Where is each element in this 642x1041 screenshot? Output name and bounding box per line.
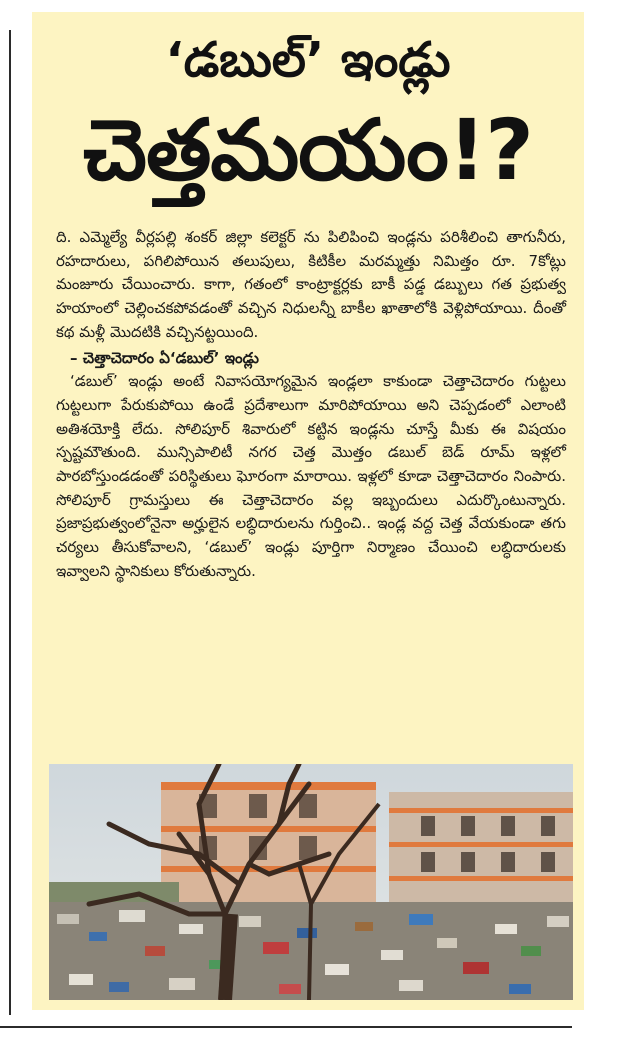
article-photo bbox=[49, 764, 573, 1000]
paragraph-intro: ది. ఎమ్మెల్యే వీర్లపల్లి శంకర్ జిల్లా కలెక్టర్ ను పిలిపించి ఇండ్లను పరిశీలించి తాగునీరు, రహదారులు, పగిలిపోయిన తలుపులు, కిటికీల మరమ్మత్తు నిమిత్తం రూ. 7కోట్లు మంజూరు చేయించారు. కాగా, గతంలో కాంట్రాక్టర్లకు బాకీ పడ్డ డబ్బులు గత ప్రభుత్వ హయాంలో చెల్లించకపోవడంతో వచ్చిన నిధులన్నీ బాకీల ఖాతాలోకి వెళ్లిపోయాయి. దీంతో కథ మళ్లీ మొదటికి వచ్చినట్టయింది. bbox=[56, 228, 566, 341]
article-headline: చెత్తమయం!? bbox=[83, 101, 533, 199]
article-box bbox=[32, 12, 584, 1010]
paragraph-main: ‘డబుల్’ ఇండ్లు అంటే నివాసయోగ్యమైన ఇండ్లలా కాకుండా చెత్తాచెదారం గుట్టలు గుట్టలుగా పేరుకుపోయి ఉండే ప్రదేశాలుగా మారిపోయాయి అని చెప్పడంలో ఎలాంటి అతిశయోక్తి లేదు. సోలిపూర్ శివారులో కట్టిన ఇండ్లను చూస్తే మీకు ఈ విషయం స్పష్టమౌతుంది. మున్సిపాలిటీ నగర చెత్త మొత్తం డబుల్ బెడ్ రూమ్ ఇళ్లలో పారబోస్తుండడంతో పరిస్థితులు ఘోరంగా మారాయి. ఇళ్లలో కూడా చెత్తాచెదారం నింపారు. సోలిపూర్ గ్రామస్తులు ఈ చెత్తాచెదారం వల్ల ఇబ్బందులు ఎదుర్కొంటున్నారు. ప్రజాప్రభుత్వంలోనైనా అర్హులైన లబ్ధిదారులను గుర్తించి.. ఇండ్ల వద్ద చెత్త వేయకుండా తగు చర్యలు తీసుకోవాలని, ‘డబుల్’ ఇండ్లు పూర్తిగా నిర్మాణం చేయించి లబ్ధిదారులకు ఇవ్వాలని స్థానికులు కోరుతున్నారు. bbox=[56, 372, 566, 580]
left-column-rule bbox=[9, 30, 11, 1015]
article-subheading: – చెత్తాచెదారం ఏ‘డబుల్’ ఇండ్లు bbox=[70, 348, 259, 367]
article-kicker: ‘డబుల్’ ఇండ్లు bbox=[165, 32, 451, 88]
bottom-rule bbox=[0, 1026, 572, 1028]
article-body bbox=[56, 226, 566, 584]
